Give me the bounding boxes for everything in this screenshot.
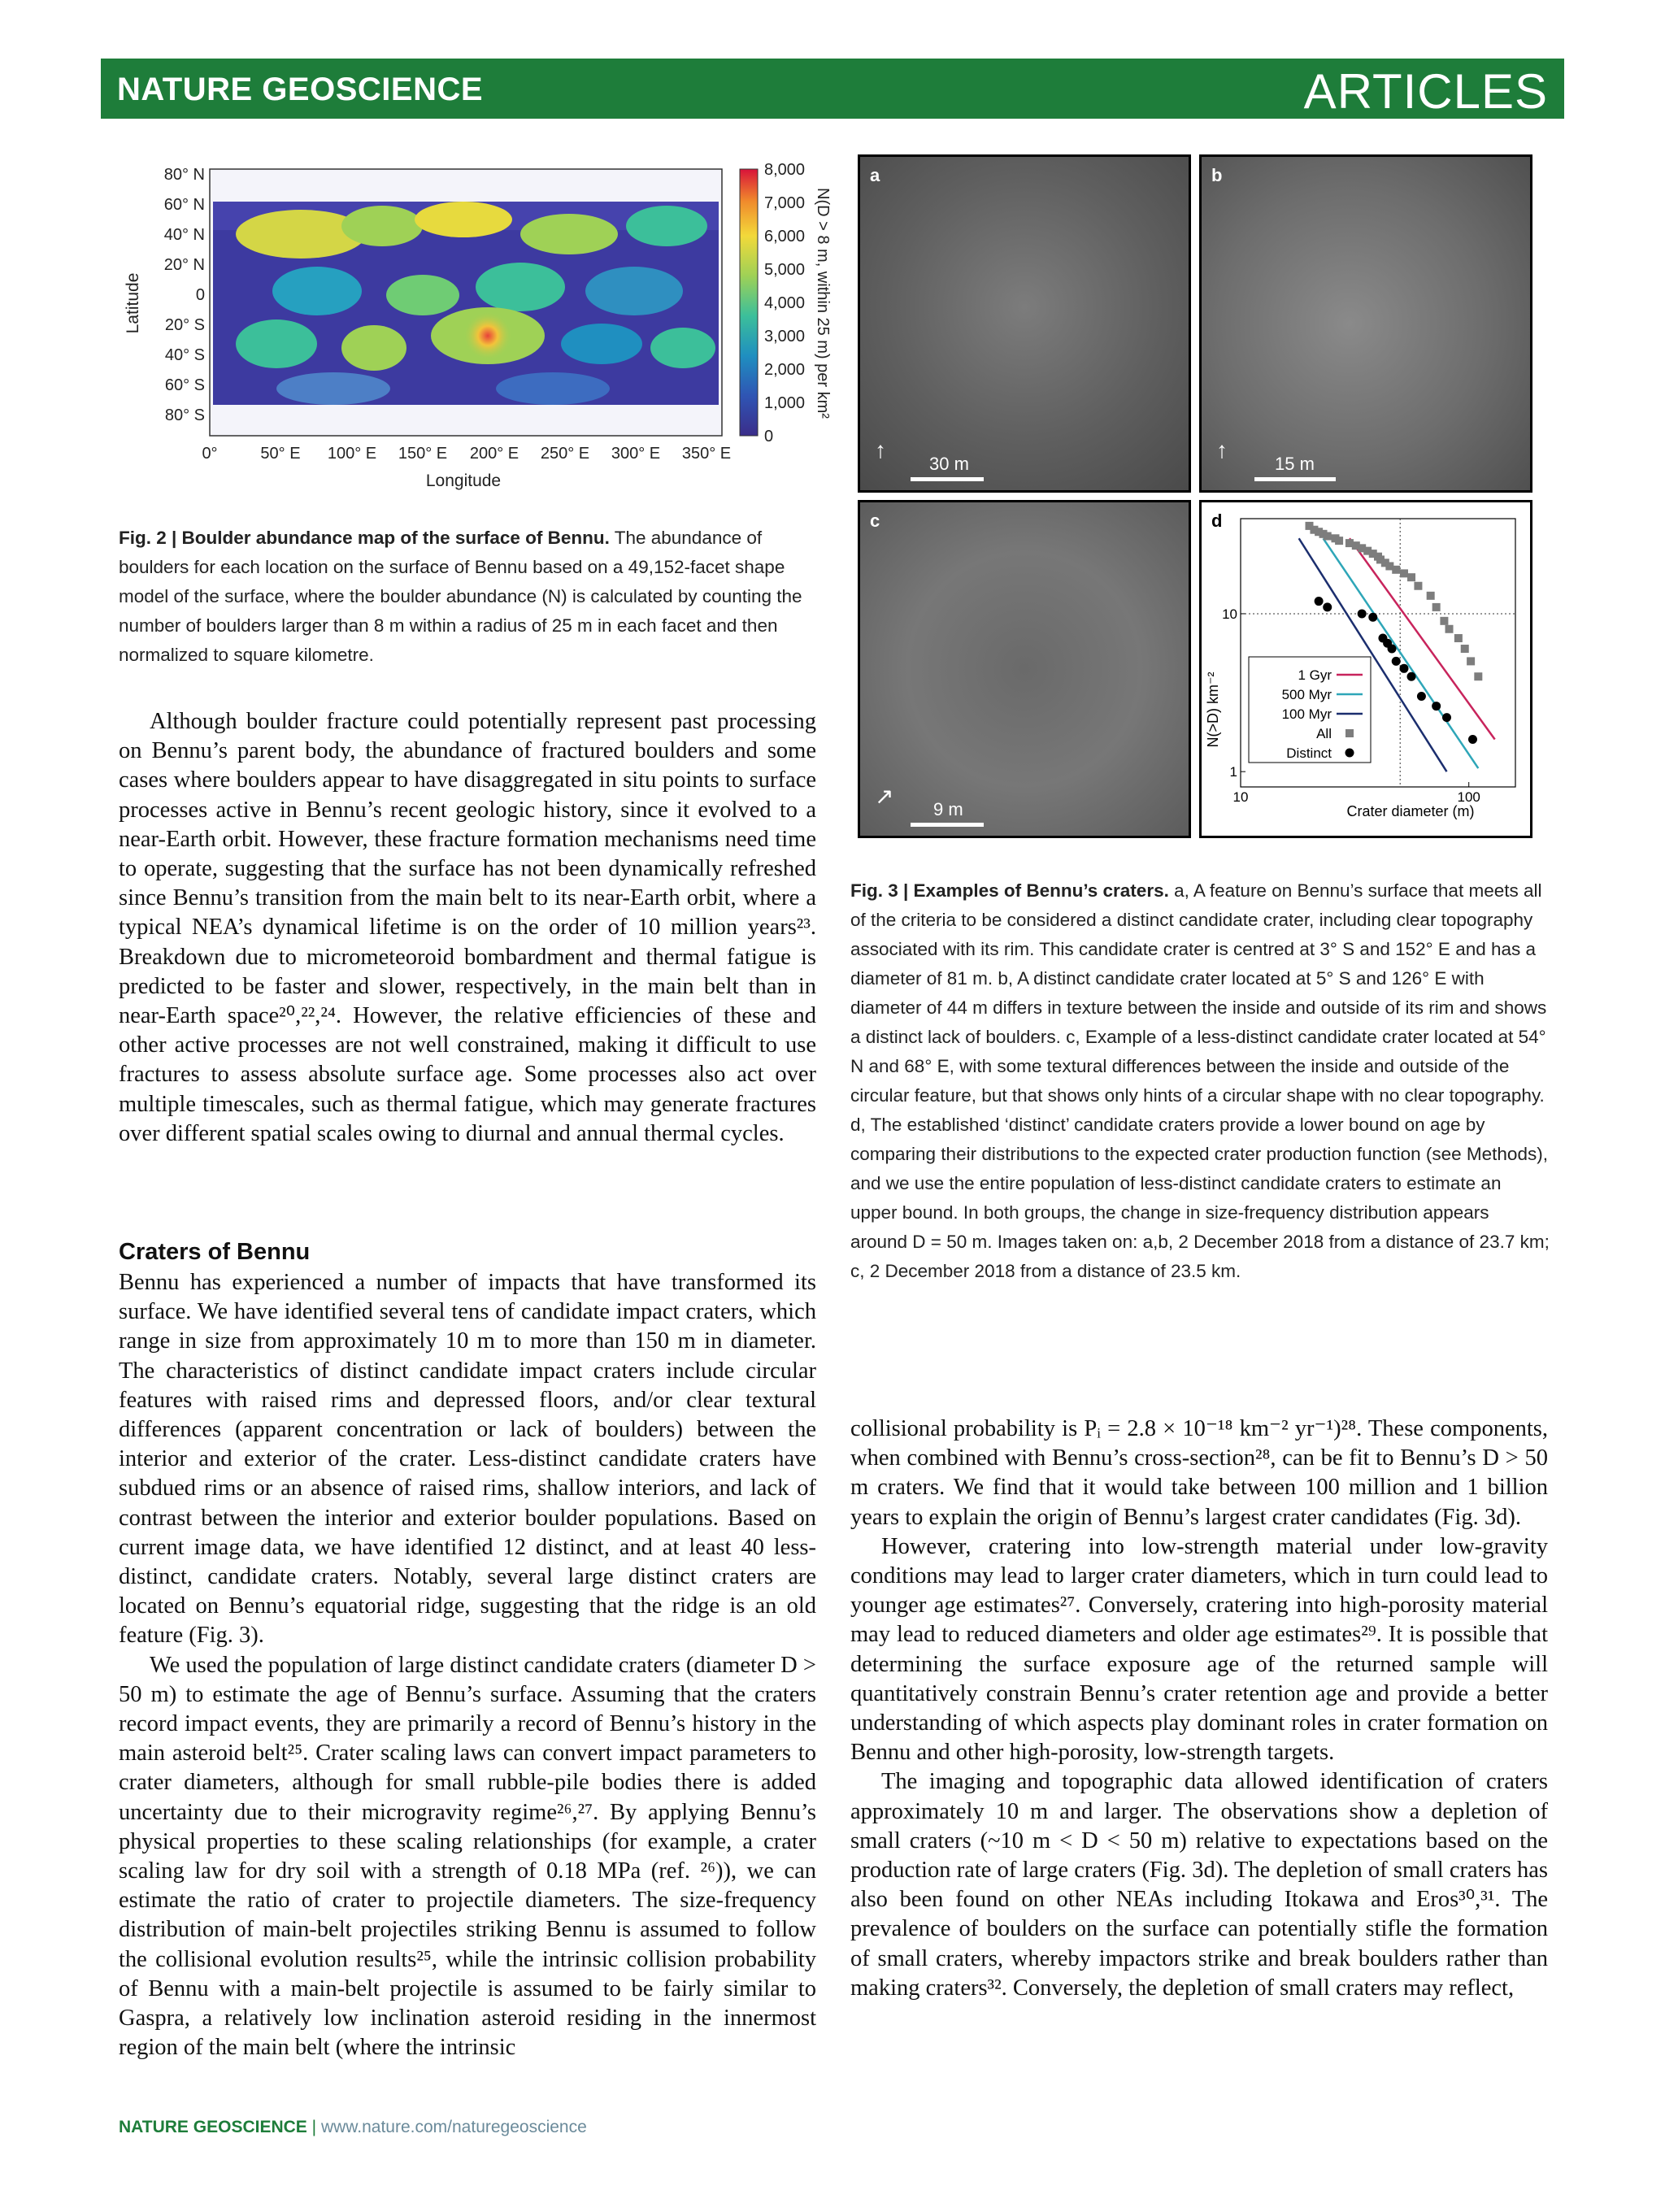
data-point-all bbox=[1467, 657, 1475, 665]
data-point-distinct bbox=[1368, 613, 1377, 622]
lon-tick: 350° E bbox=[681, 445, 732, 463]
data-point-all bbox=[1324, 532, 1332, 541]
journal-header bbox=[101, 59, 1564, 119]
colorbar bbox=[740, 169, 758, 436]
fig3-panel-d bbox=[1199, 500, 1532, 838]
data-point-distinct bbox=[1392, 657, 1401, 666]
north-arrow-icon: ↗ bbox=[875, 784, 894, 809]
lat-tick: 60° S bbox=[164, 376, 205, 394]
data-point-all bbox=[1432, 603, 1441, 611]
data-point-all bbox=[1414, 582, 1422, 590]
body-paragraph: Bennu has experienced a number of impacts that have transformed its surface. We have identified several tens of candidate impact craters, which range in size from approximately 10 m to more than 150 m in diameter. The characteristics of distinct candidate impact craters include circular features with raised rims and depressed floors, and/or clear textural differences (apparent concentration or lack of boulders) between the interior and exterior of the crater. Less-distinct candidate craters have subdued rims or an absence of raised rims, shallow interiors, and lack of contrast between the interior and exterior boulder populations. Based on current image data, we have identified 12 distinct, and at least 40 less-distinct, candidate craters. Notably, several large distinct craters are located on Bennu’s equatorial ridge, suggesting that the ridge is an old feature (Fig. 3). bbox=[119, 1270, 816, 1649]
scale-bar bbox=[1254, 477, 1336, 481]
body-paragraph: Although boulder fracture could potentially represent past processing on Bennu’s parent body, the abundance of fractured boulders and some cases where boulders appear to have disaggregated in situ points to surface processes active in Bennu’s recent geologic history, since it evolved to a near-Earth orbit. However, these fracture formation mechanisms need time to operate, suggesting that the surface has not been dynamically refreshed since Bennu’s transition from the main belt to its near-Earth orbit, where a typical NEA’s dynamical lifetime is on the order of 10 million years²³. Breakdown due to micrometeoroid bombardment and thermal fatigue is predicted to be faster and slower, respectively, in the main belt than in near-Earth space²⁰,²²,²⁴. However, the relative efficiencies of these and other active processes are not well constrained, making it difficult to use fractures to assess absolute surface age. Some processes also act over multiple timescales, such as thermal fatigue, which may generate fractures over different spatial scales owing to diurnal and annual thermal cycles. bbox=[119, 709, 816, 1146]
north-arrow-icon: ↑ bbox=[1216, 437, 1228, 463]
legend-label: 1 Gyr bbox=[1298, 667, 1332, 683]
lat-tick: 60° N bbox=[163, 196, 205, 214]
fig3-caption-label: Fig. 3 | Examples of Bennu’s craters. bbox=[850, 880, 1169, 901]
lat-tick: 0 bbox=[195, 286, 205, 304]
legend-swatch bbox=[1345, 729, 1354, 737]
data-point-all bbox=[1400, 569, 1408, 577]
body-paragraph: However, cratering into low-strength material under low-gravity conditions may lead to larger crater diameters, which in turn could lead to younger age estimates²⁷. Conversely, cratering into high-porosity material may lead to reduced diameters and older age estimates²⁹. It is possible that determining the surface exposure age of the returned sample will quantitatively constrain Bennu’s crater retention age and provide a better understanding of which aspects play dominant roles in crater formation on Bennu and other high-porosity, low-strength targets. bbox=[850, 1533, 1548, 1766]
data-point-all bbox=[1335, 537, 1343, 545]
colorbar-tick: 7,000 bbox=[764, 194, 806, 212]
body-paragraph: collisional probability is Pᵢ = 2.8 × 10⁻¹⁸ km⁻² yr⁻¹)²⁸. These components, when combined with Bennu’s cross-section²⁸, can be fit to Bennu’s D > 50 m craters. We find that it would take between 100 million and 1 billion years to explain the origin of Bennu’s largest crater candidates (Fig. 3d). bbox=[850, 1416, 1548, 1530]
colorbar-tick: 3,000 bbox=[764, 328, 806, 345]
x-tick-label: 100 bbox=[1457, 789, 1480, 805]
legend-swatch bbox=[1345, 749, 1354, 758]
colorbar-tick: 8,000 bbox=[764, 161, 806, 179]
data-point-all bbox=[1440, 617, 1448, 625]
fig3-caption bbox=[850, 876, 1550, 1286]
data-point-distinct bbox=[1315, 597, 1324, 606]
footer-separator: | bbox=[306, 2118, 321, 2136]
data-point-distinct bbox=[1432, 702, 1441, 711]
fig2-boulder-map bbox=[114, 153, 832, 502]
data-point-distinct bbox=[1323, 602, 1332, 611]
data-point-distinct bbox=[1358, 609, 1367, 618]
colorbar-tick: 2,000 bbox=[764, 361, 806, 379]
data-point-distinct bbox=[1388, 645, 1397, 654]
left-column-craters bbox=[119, 1236, 816, 2062]
x-tick-label: 10 bbox=[1232, 789, 1249, 805]
data-point-distinct bbox=[1468, 735, 1477, 744]
footer-journal: NATURE GEOSCIENCE bbox=[119, 2118, 307, 2136]
lon-tick: 50° E bbox=[260, 445, 301, 463]
lon-tick: 200° E bbox=[469, 445, 519, 463]
body-paragraph: We used the population of large distinct candidate craters (diameter D > 50 m) to estimate the age of Bennu’s surface. Assuming that the craters record impact events, they are primarily a record of Bennu’s history in the main asteroid belt²⁵. Crater scaling laws can convert impact parameters to crater diameters, although for small rubble-pile bodies there is added uncertainty due to their microgravity regime²⁶,²⁷. By applying Bennu’s physical properties to these scaling relationships (for example, a crater scaling law for dry soil with a strength of 0.18 MPa (ref. ²⁶)), we can estimate the ratio of crater to projectile diameters. The size-frequency distribution of main-belt projectiles striking Bennu is assumed to follow the collisional evolution results²⁵, while the intrinsic collision probability of Bennu with a main-belt projectile is assumed to be fairly similar to Gaspra, a relatively low inclination asteroid residing in the innermost region of the main belt (where the intrinsic bbox=[119, 1652, 816, 2061]
data-point-all bbox=[1407, 573, 1415, 581]
scale-label: 30 m bbox=[929, 454, 969, 474]
y-tick-label: 10 bbox=[1222, 606, 1237, 622]
data-point-all bbox=[1427, 592, 1435, 600]
fig2-caption bbox=[119, 524, 818, 670]
data-point-all bbox=[1392, 566, 1400, 574]
lon-tick: 150° E bbox=[398, 445, 448, 463]
section-heading: Craters of Bennu bbox=[119, 1239, 311, 1265]
left-column-intro bbox=[119, 707, 816, 1149]
lon-tick: 300° E bbox=[611, 445, 661, 463]
data-point-distinct bbox=[1407, 672, 1416, 681]
lat-tick: 40° S bbox=[164, 346, 205, 364]
data-point-distinct bbox=[1399, 664, 1408, 673]
crater-sfd-chart bbox=[1202, 502, 1530, 836]
panel-label: b bbox=[1211, 165, 1223, 185]
scale-label: 9 m bbox=[933, 799, 963, 819]
fig3-panel-b bbox=[1199, 154, 1532, 493]
journal-name: NATURE GEOSCIENCE bbox=[117, 72, 484, 107]
data-point-all bbox=[1445, 625, 1454, 633]
fig2-map-svg bbox=[114, 153, 832, 502]
panel-label: c bbox=[870, 511, 880, 531]
scale-bar bbox=[911, 477, 984, 481]
x-axis-label: Crater diameter (m) bbox=[1346, 803, 1475, 819]
lon-tick: 0° bbox=[202, 445, 218, 463]
colorbar-tick: 5,000 bbox=[764, 261, 806, 279]
colorbar-tick: 4,000 bbox=[764, 294, 806, 312]
colorbar-label: N(D > 8 m, within 25 m) per km² bbox=[814, 188, 832, 419]
lon-tick: 250° E bbox=[540, 445, 590, 463]
legend-label: 500 Myr bbox=[1281, 687, 1332, 702]
colorbar-tick: 6,000 bbox=[764, 228, 806, 246]
north-arrow-icon: ↑ bbox=[875, 437, 886, 463]
colorbar-tick: 1,000 bbox=[764, 394, 806, 412]
lat-tick: 40° N bbox=[163, 226, 205, 244]
data-point-all bbox=[1474, 672, 1482, 680]
y-axis-label: N(>D) km⁻² bbox=[1205, 671, 1221, 748]
body-paragraph: The imaging and topographic data allowed identification of craters approximately 10 m and larger. The observations show a depletion of small craters (~10 m < D < 50 m) relative to expectations based on the production rate of large craters (Fig. 3d). The depletion of small craters has also been found on other NEAs including Itokawa and Eros³⁰,³¹. The prevalence of boulders on the surface can potentially stifle the formation of small craters, whereby impactors strike and break boulders rather than making craters³². Conversely, the depletion of small craters may reflect, bbox=[850, 1769, 1548, 2001]
lat-tick: 80° N bbox=[163, 166, 205, 184]
right-column bbox=[850, 1415, 1548, 2003]
scale-bar bbox=[911, 823, 984, 827]
panel-label: a bbox=[870, 165, 880, 185]
panel-label: d bbox=[1211, 511, 1223, 531]
legend-label: Distinct bbox=[1286, 745, 1332, 761]
data-point-all bbox=[1454, 634, 1463, 642]
section-name: ARTICLES bbox=[1303, 64, 1548, 119]
fig2-caption-label: Fig. 2 | Boulder abundance map of the surface of Bennu. bbox=[119, 528, 610, 548]
fig3-panel-c bbox=[858, 500, 1191, 838]
lon-tick: 100° E bbox=[327, 445, 377, 463]
data-point-distinct bbox=[1417, 692, 1426, 701]
lat-tick: 20° S bbox=[164, 316, 205, 334]
legend-label: All bbox=[1316, 726, 1332, 741]
footer-url-link[interactable]: www.nature.com/naturegeoscience bbox=[320, 2118, 587, 2136]
scale-label: 15 m bbox=[1275, 454, 1315, 474]
colorbar-tick: 0 bbox=[764, 428, 774, 445]
data-point-all bbox=[1461, 645, 1469, 653]
fig3-caption-text: a, A feature on Bennu’s surface that meets all of the criteria to be considered a distinct candidate crater, including clear topography associated with its rim. This candidate crater is centred at 3° S and 152° E and has a diameter of 81 m. b, A distinct candidate crater located at 5° S and 126° E with diameter of 44 m differs in texture between the inside and outside of its rim and shows a distinct lack of boulders. c, Example of a less-distinct candidate crater located at 54° N and 68° E, with some textural differences between the inside and outside of the circular feature, but that shows only hints of a circular shape with no clear topography. d, The established ‘distinct’ candidate craters provide a lower bound on age by comparing their distributions to the expected crater production function (see Methods), and we use the entire population of less-distinct candidate craters to estimate an upper bound. In both groups, the change in size-frequency distribution appears around D = 50 m. Images taken on: a,b, 2 December 2018 from a distance of 23.7 km; c, 2 December 2018 from a distance of 23.5 km. bbox=[850, 880, 1550, 1281]
page-footer bbox=[119, 2118, 587, 2137]
fig2-xlabel: Longitude bbox=[425, 472, 502, 490]
y-tick-label: 1 bbox=[1229, 764, 1237, 780]
legend-label: 100 Myr bbox=[1281, 706, 1332, 722]
series-line-1-gyr bbox=[1350, 538, 1495, 739]
fig3-craters bbox=[858, 154, 1541, 837]
lat-tick: 20° N bbox=[163, 256, 205, 274]
fig2-caption-text: The abundance of boulders for each location on the surface of Bennu based on a 49,152-facet shape model of the surface, where the boulder abundance (N) is calculated by counting the number of boulders larger than 8 m within a radius of 25 m in each facet and then normalized to square kilometre. bbox=[119, 528, 802, 665]
fig3-panel-a bbox=[858, 154, 1191, 493]
data-point-distinct bbox=[1442, 713, 1451, 722]
lat-tick: 80° S bbox=[164, 406, 205, 424]
fig2-ylabel: Latitude bbox=[124, 272, 142, 334]
